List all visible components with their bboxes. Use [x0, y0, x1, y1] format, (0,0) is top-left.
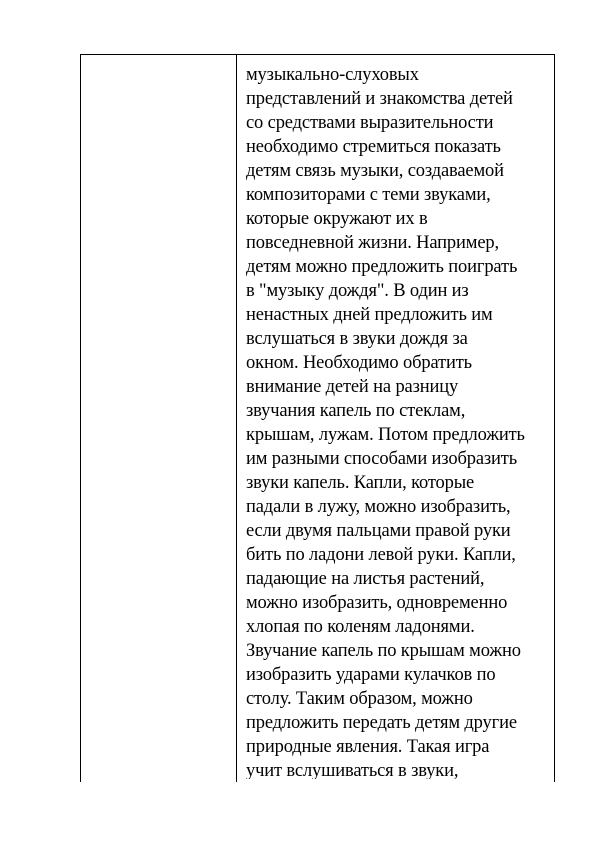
text-line: детям можно предложить поиграть: [246, 257, 518, 277]
text-line: повседневной жизни. Например,: [246, 233, 499, 253]
text-line: бить по ладони левой руки. Капли,: [246, 545, 516, 565]
text-line: природные явления. Такая игра: [246, 737, 490, 757]
text-line: необходимо стремиться показать: [246, 137, 501, 157]
text-line: хлопая по коленям ладонями.: [246, 617, 475, 637]
text-line: столу. Таким образом, можно: [246, 689, 473, 709]
text-line: со средствами выразительности: [246, 113, 494, 133]
text-line: предложить передать детям другие: [246, 713, 517, 733]
text-line: композиторами с теми звуками,: [246, 185, 491, 205]
text-line: им разными способами изобразить: [246, 449, 518, 469]
text-line: которые окружают их в: [246, 209, 428, 229]
text-line: звучания капель по стеклам,: [246, 401, 466, 421]
text-line: ненастных дней предложить им: [246, 305, 493, 325]
text-line: можно изобразить, одновременно: [246, 593, 508, 613]
text-line: в "музыку дождя". В один из: [246, 281, 469, 301]
text-line: падающие на листья растений,: [246, 569, 485, 589]
text-line: вслушаться в звуки дождя за: [246, 329, 468, 349]
text-line: изобразить ударами кулачков по: [246, 665, 496, 685]
text-line: крышам, лужам. Потом предложить: [246, 425, 525, 445]
text-line: падали в лужу, можно изобразить,: [246, 497, 511, 517]
text-line: окном. Необходимо обратить: [246, 353, 472, 373]
text-line: музыкально-слуховых: [246, 65, 419, 85]
text-line: внимание детей на разницу: [246, 377, 459, 397]
document-table: [80, 54, 555, 782]
text-line: если двумя пальцами правой руки: [246, 521, 511, 541]
text-line: учит вслушиваться в звуки,: [246, 761, 459, 779]
table-cell-right: [246, 63, 556, 779]
table-cell-left: [81, 55, 236, 782]
table-column-divider: [236, 55, 237, 782]
text-line: звуки капель. Капли, которые: [246, 473, 475, 493]
text-line: Звучание капель по крышам можно: [246, 641, 521, 661]
text-line: представлений и знакомства детей: [246, 89, 513, 109]
text-line: детям связь музыки, создаваемой: [246, 161, 504, 181]
